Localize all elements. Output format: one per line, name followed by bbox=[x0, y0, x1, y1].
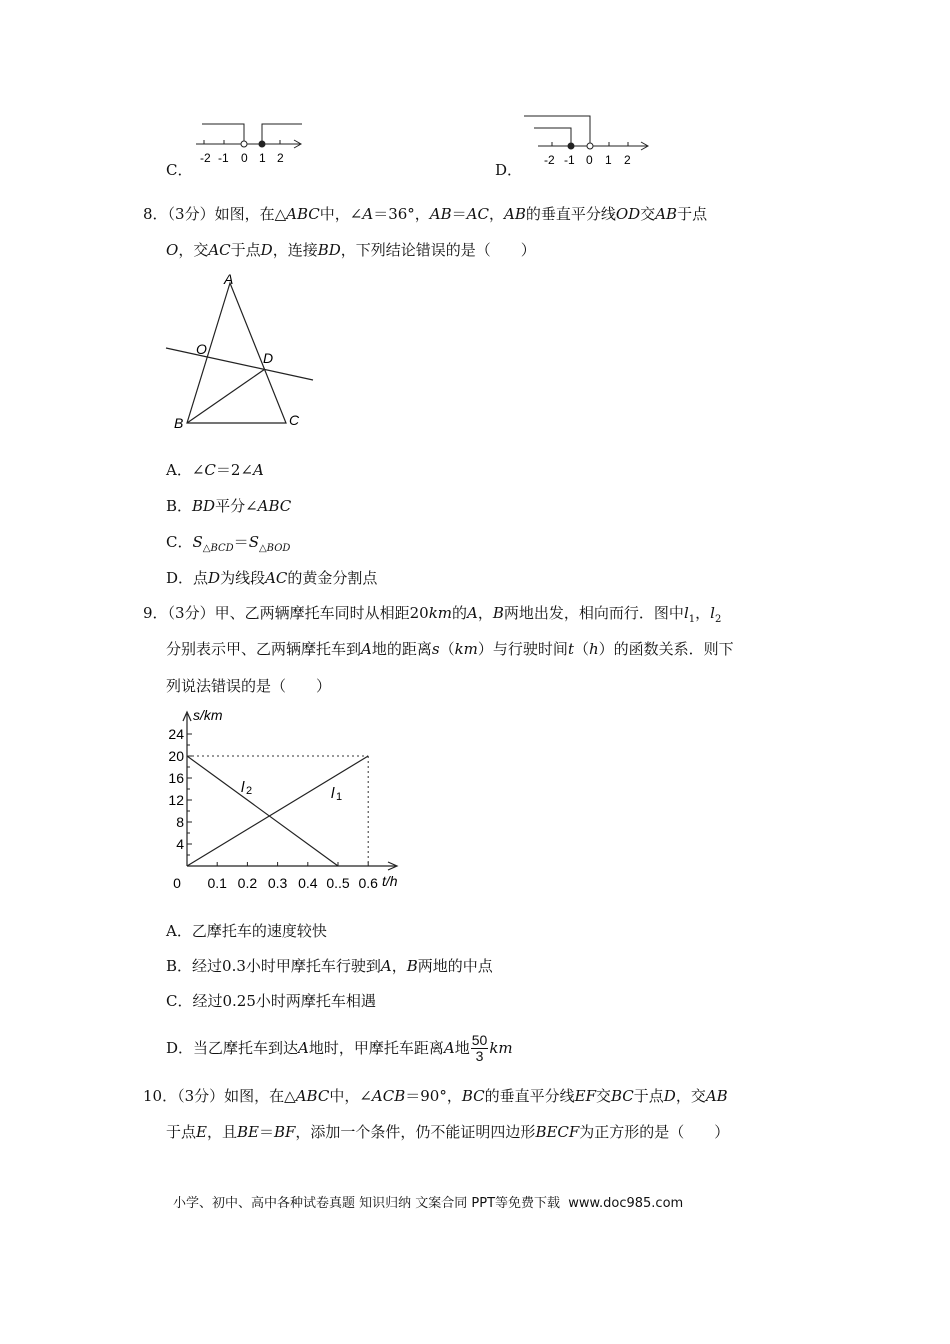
option-d-label: D． bbox=[495, 161, 523, 179]
x-tick-label: 0.2 bbox=[237, 875, 258, 891]
q8-triangle-figure bbox=[160, 268, 320, 434]
y-tick-label: 8 bbox=[176, 814, 184, 830]
series-line-l2 bbox=[187, 756, 338, 866]
page-footer: 小学、初中、高中各种试卷真题 知识归纳 文案合同 PPT等免费下载 www.doc985.com bbox=[173, 1196, 684, 1211]
point-o-label: O bbox=[196, 341, 207, 357]
x-tick-label: 0.3 bbox=[267, 875, 288, 891]
q9-option-a[interactable]: A．乙摩托车的速度较快 bbox=[166, 922, 327, 940]
series-line-l1 bbox=[187, 756, 368, 866]
y-axis-label: s/km bbox=[193, 707, 223, 723]
y-tick-label: 16 bbox=[168, 770, 184, 786]
q8-option-d[interactable]: D．点D为线段AC的黄金分割点 bbox=[166, 569, 378, 587]
fraction-50-over-3: $\frac{50}{3}$ bbox=[471, 1031, 488, 1064]
vertex-c-label: C bbox=[289, 412, 300, 428]
x-tick-label: 0.1 bbox=[207, 875, 227, 891]
q8-option-b[interactable]: B．BD平分∠ABC bbox=[166, 497, 292, 515]
series-label-l2: l bbox=[241, 779, 245, 796]
tick-label: 0 bbox=[241, 151, 248, 165]
q9-option-d[interactable]: D． 当乙摩托车到达 A 地时，甲摩托车距离 A 地 $\frac{50}{3}$ km bbox=[166, 1031, 513, 1064]
y-tick-label: 12 bbox=[168, 792, 184, 808]
series-label-l2-subscript: 2 bbox=[246, 785, 253, 797]
tick-label: -1 bbox=[564, 153, 575, 167]
number-line-c bbox=[190, 116, 310, 168]
y-tick-label: 20 bbox=[168, 748, 184, 764]
x-tick-label: 0..5 bbox=[326, 875, 350, 891]
number-line-d bbox=[520, 112, 655, 168]
origin-label: 0 bbox=[173, 875, 181, 891]
tick-label: 1 bbox=[259, 151, 266, 165]
vertex-a-label: A bbox=[224, 271, 234, 287]
tick-label: 0 bbox=[586, 153, 593, 167]
q10-stem-line2: 于点E，且BE＝BF，添加一个条件，仍不能证明四边形BECF为正方形的是（ ） bbox=[166, 1123, 730, 1141]
tick-label: -2 bbox=[200, 151, 211, 165]
tick-label: -1 bbox=[218, 151, 229, 165]
q8-option-c[interactable]: C．$S_{\triangle BCD}=S_{\triangle BOD}$ bbox=[166, 533, 291, 554]
q8-stem-line1: 8．（3分）如图，在△ABC中，∠A＝36°，AB＝AC，AB的垂直平分线OD交AB于点 bbox=[143, 205, 708, 223]
x-tick-label: 0.4 bbox=[298, 875, 318, 891]
y-tick-label: 4 bbox=[176, 836, 184, 852]
series-label-l1-subscript: 1 bbox=[336, 791, 343, 803]
q9-stem-line2: 分别表示甲、乙两辆摩托车到A地的距离s（km）与行驶时间t（h）的函数关系．则下 bbox=[166, 640, 734, 658]
point-d-label: D bbox=[263, 350, 274, 366]
footer-url[interactable]: www.doc985.com bbox=[568, 1196, 684, 1211]
series-label-l1: l bbox=[331, 785, 335, 802]
tick-label: -2 bbox=[544, 153, 555, 167]
q9-stem-line1: 9．（3分）甲、乙两辆摩托车同时从相距20km的A，B两地出发，相向而行．图中$l_1$，$l_2$ bbox=[143, 604, 722, 625]
vertex-b-label: B bbox=[174, 415, 184, 431]
q10-stem-line1: 10．（3分）如图，在△ABC中，∠ACB＝90°，BC的垂直平分线EF交BC于点D，交AB bbox=[143, 1087, 728, 1105]
q9-option-b[interactable]: B．经过0.3小时甲摩托车行驶到A，B两地的中点 bbox=[166, 957, 493, 975]
q8-option-a[interactable]: A．∠C＝2∠A bbox=[166, 461, 264, 479]
q9-distance-time-chart bbox=[160, 700, 420, 900]
y-tick-label: 24 bbox=[168, 726, 184, 742]
option-c-label: C． bbox=[166, 161, 193, 179]
tick-label: 2 bbox=[277, 151, 284, 165]
tick-label: 1 bbox=[605, 153, 612, 167]
tick-label: 2 bbox=[624, 153, 631, 167]
q8-stem-line2: O，交AC于点D，连接BD，下列结论错误的是（ ） bbox=[166, 241, 536, 259]
q9-option-c[interactable]: C．经过0.25小时两摩托车相遇 bbox=[166, 992, 376, 1010]
q9-stem-line3: 列说法错误的是（ ） bbox=[166, 677, 332, 695]
x-axis-label: t/h bbox=[382, 873, 398, 889]
x-tick-label: 0.6 bbox=[358, 875, 378, 891]
